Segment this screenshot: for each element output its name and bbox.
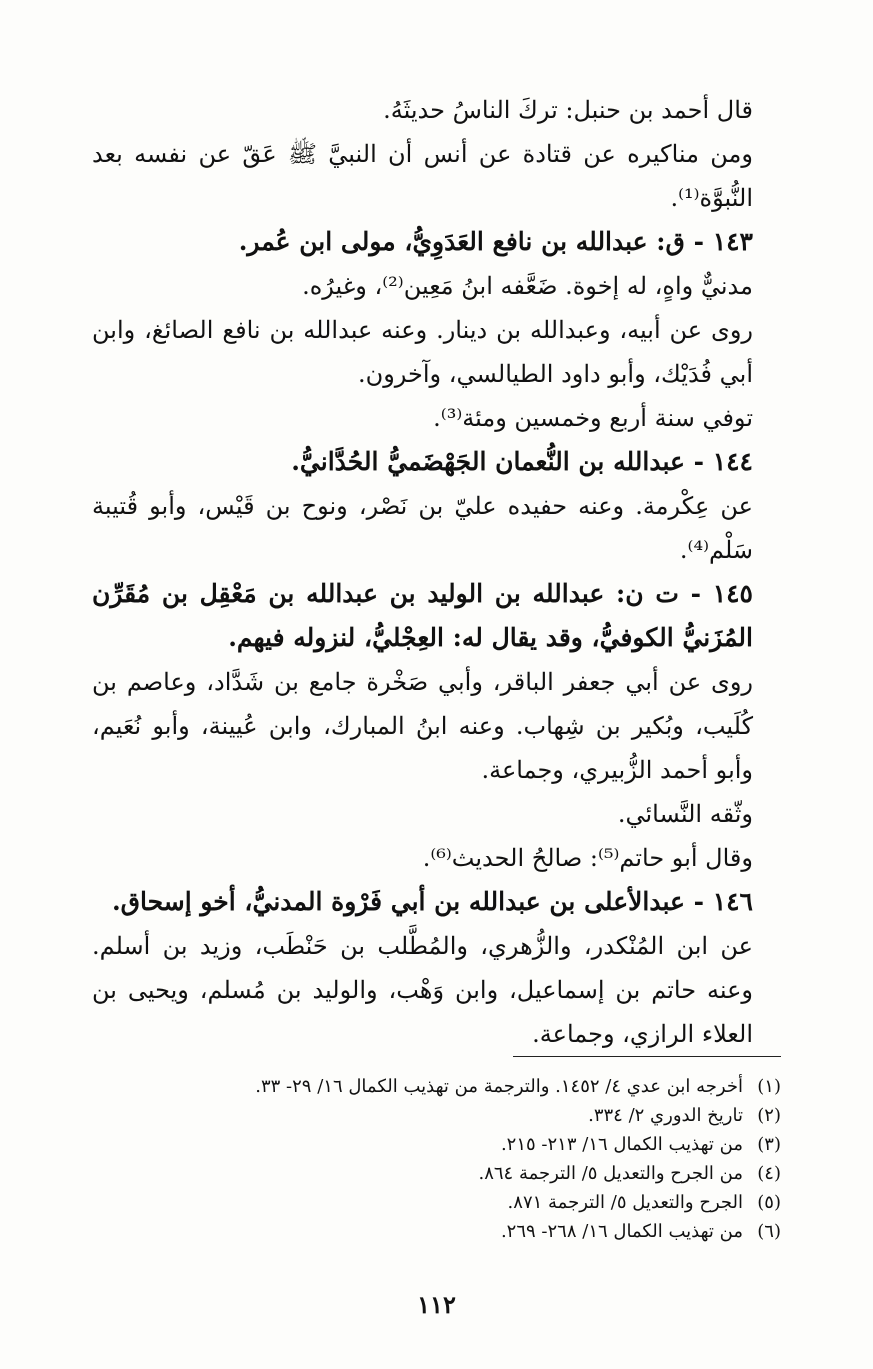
footnote: [92, 1159, 781, 1188]
footnote-text: من تهذيب الكمال ١٦/ ٢١٣- ٢١٥.: [500, 1134, 743, 1155]
entry-heading-144: ١٤٤ - عبدالله بن النُّعمان الجَهْضَميُّ الحُدَّانيُّ.: [291, 447, 753, 476]
paragraph: عن ابن المُنْكدر، والزُّهري، والمُطَّلب بن حَنْطَب، وزيد بن أسلم. وعنه حاتم بن إسماعيل، وابن وَهْب، والوليد بن مُسلم، ويحيى بن العلاء الرازي، وجماعة.: [92, 932, 753, 1048]
footnote-number: (٣): [757, 1134, 781, 1155]
footnote-text: الجرح والتعديل ٥/ الترجمة ٨٧١.: [507, 1192, 743, 1213]
footnote: [92, 1217, 781, 1246]
footnote-number: (٥): [757, 1192, 781, 1213]
footnote: [92, 1188, 781, 1217]
footnotes: [92, 1072, 781, 1246]
footnote-text: من الجرح والتعديل ٥/ الترجمة ٨٦٤.: [478, 1163, 743, 1184]
footnote: [92, 1072, 781, 1101]
paragraph: وقال أبو حاتم⁽⁵⁾: صالحُ الحديث⁽⁶⁾.: [422, 844, 753, 872]
footnote-divider: [513, 1056, 781, 1057]
footnote-number: (٤): [757, 1163, 781, 1184]
paragraph: وثّقه النَّسائي.: [617, 800, 753, 828]
paragraph: ومن مناكيره عن قتادة عن أنس أن النبيَّ ﷺ عَقّ عن نفسه بعد النُّبوَّة⁽¹⁾.: [92, 140, 753, 212]
paragraph: قال أحمد بن حنبل: تركَ الناسُ حديثَهُ.: [383, 96, 753, 124]
main-text: [92, 88, 781, 1056]
footnote-number: (١): [757, 1076, 781, 1097]
entry-heading-143: ١٤٣ - ق: عبدالله بن نافع العَدَوِيُّ، مولى ابن عُمر.: [238, 227, 753, 256]
footnote-number: (٢): [757, 1105, 781, 1126]
paragraph: روى عن أبيه، وعبدالله بن دينار. وعنه عبدالله بن نافع الصائغ، وابن أبي فُدَيْك، وأبو داود الطيالسي، وآخرون.: [92, 316, 753, 388]
footnote: [92, 1101, 781, 1130]
footnote-text: من تهذيب الكمال ١٦/ ٢٦٨- ٢٦٩.: [500, 1221, 743, 1242]
entry-heading-145: ١٤٥ - ت ن: عبدالله بن الوليد بن عبدالله بن مَعْقِل بن مُقَرِّن المُزَنيُّ الكوفيُّ، وقد يقال له: العِجْليُّ، لنزوله فيهم.: [92, 579, 753, 652]
paragraph: مدنيٌّ واهٍ، له إخوة. ضَعَّفه ابنُ مَعِين⁽²⁾، وغيرُه.: [302, 272, 753, 300]
page-number: ١١٢: [417, 1290, 456, 1319]
paragraph: عن عِكْرمة. وعنه حفيده عليّ بن نَصْر، ونوح بن قَيْس، وأبو قُتيبة سَلْم⁽⁴⁾.: [92, 492, 753, 564]
entry-heading-146: ١٤٦ - عبدالأعلى بن عبدالله بن أبي فَرْوة المدنيُّ، أخو إسحاق.: [111, 887, 753, 916]
footnote: [92, 1130, 781, 1159]
footnote-text: أخرجه ابن عدي ٤/ ١٤٥٢. والترجمة من تهذيب الكمال ١٦/ ٢٩- ٣٣.: [255, 1076, 743, 1097]
footnote-text: تاريخ الدوري ٢/ ٣٣٤.: [588, 1105, 743, 1126]
paragraph: توفي سنة أربع وخمسين ومئة⁽³⁾.: [433, 404, 753, 432]
paragraph: روى عن أبي جعفر الباقر، وأبي صَخْرة جامع بن شَدَّاد، وعاصم بن كُلَيب، وبُكير بن شِهاب. وعنه ابنُ المبارك، وابن عُيينة، وأبو نُعَيم، وأبو أحمد الزُّبيري، وجماعة.: [92, 668, 753, 784]
footnote-number: (٦): [757, 1221, 781, 1242]
